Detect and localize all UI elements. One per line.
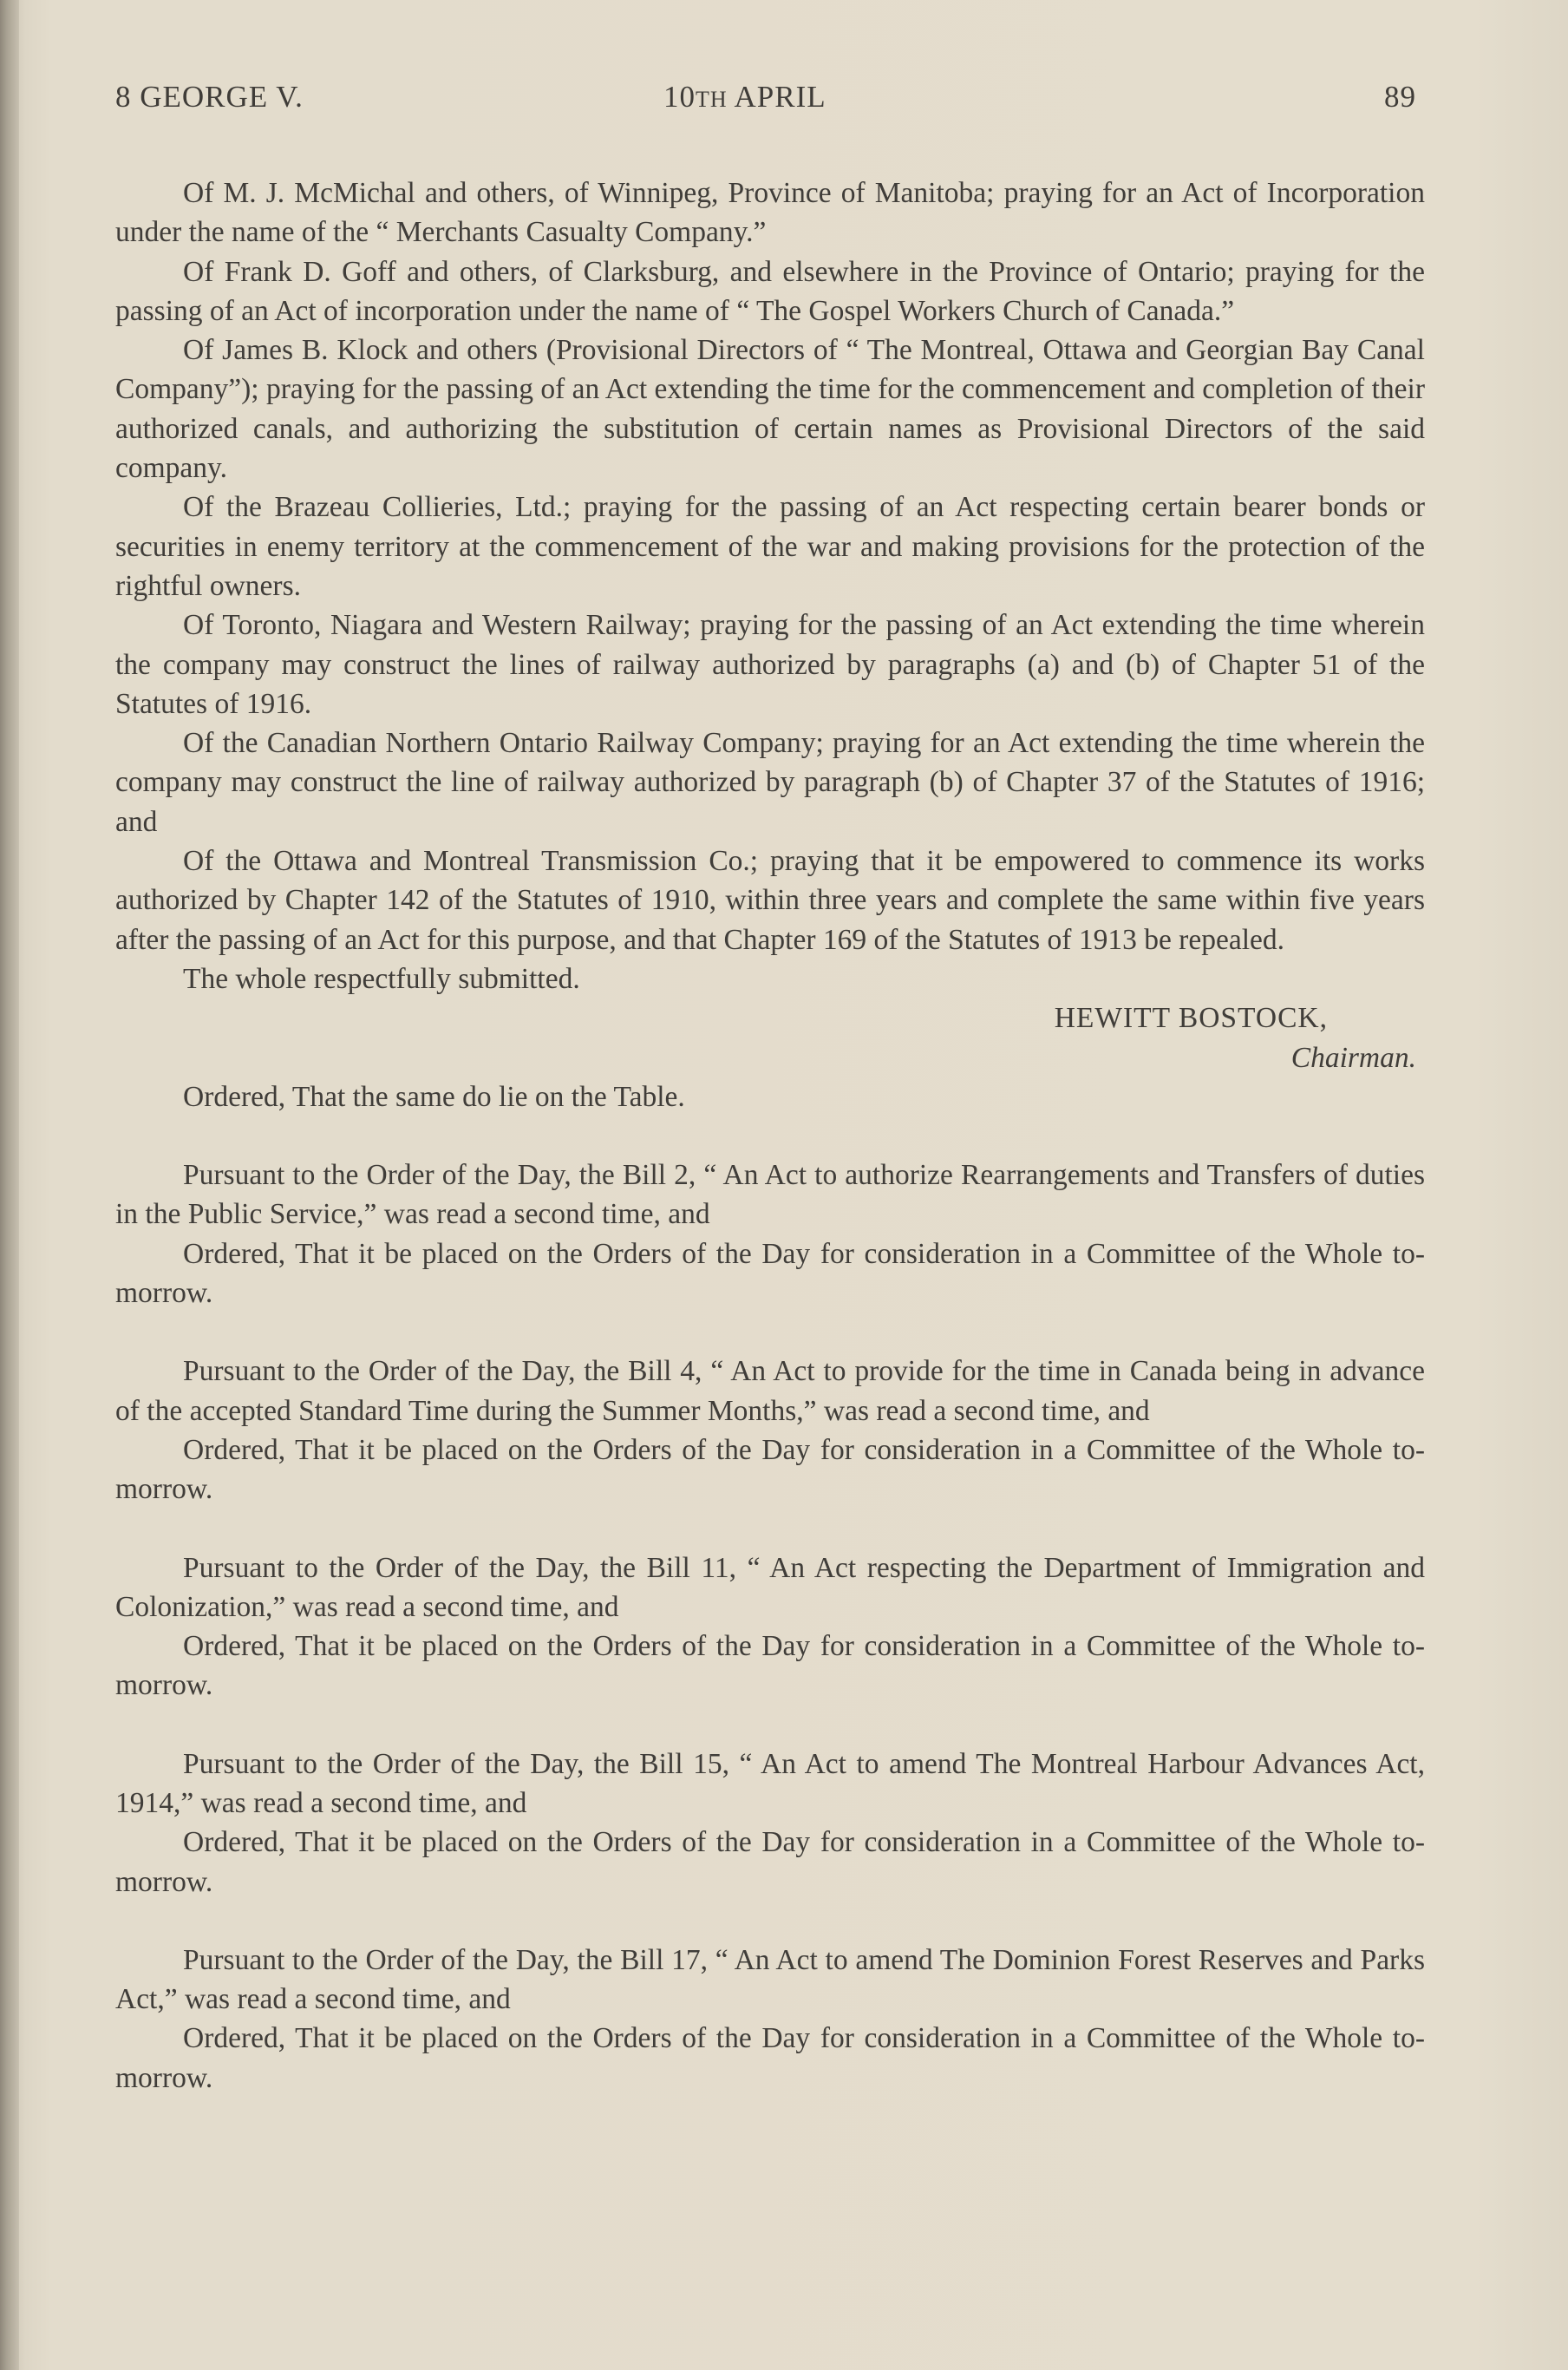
petition-paragraph: Of James B. Klock and others (Provisional Directors of “ The Montreal, Ottawa and Georgian Bay Canal Company”); praying for the passing of an Act extending the time for the commencement and completion of their authorized canals, and authorizing the substitution of certain names as Provisional Directors of the said company. [115, 334, 1425, 485]
petition-paragraph: Of the Canadian Northern Ontario Railway Company; praying for an Act extending the time wherein the company may construct the line of railway authorized by paragraph (b) of Chapter 37 of the Statutes of 1916; and [115, 727, 1425, 838]
header-date [663, 80, 826, 115]
section-gap [115, 1509, 1425, 1548]
page-body [115, 173, 1425, 2098]
section-gap [115, 1705, 1425, 1745]
bill-reading: Pursuant to the Order of the Day, the Bill 4, “ An Act to provide for the time in Canada being in advance of the accepted Standard Time during the Summer Months,” was read a second time, and [115, 1355, 1425, 1427]
header-date-day: 10 [663, 80, 696, 114]
bill-entry [115, 1745, 1425, 1902]
header-date-suffix: TH [696, 87, 728, 112]
bill-reading: Pursuant to the Order of the Day, the Bill 2, “ An Act to authorize Rearrangements and Transfers of duties in the Public Service,” was read a second time, and [115, 1159, 1425, 1231]
bill-entry [115, 1941, 1425, 2098]
table-order: Ordered, That the same do lie on the Table. [183, 1080, 685, 1113]
petition-paragraph: Of Frank D. Goff and others, of Clarksburg, and elsewhere in the Province of Ontario; praying for the passing of an Act of incorporation under the name of “ The Gospel Workers Church of Canada.” [115, 255, 1425, 327]
page-number: 89 [1384, 80, 1416, 114]
petition-paragraph: Of the Brazeau Collieries, Ltd.; praying for the passing of an Act respecting certain bearer bonds or securities in enemy territory at the commencement of the war and making provisions for the protection of the rightful owners. [115, 491, 1425, 602]
section-gap [115, 1313, 1425, 1352]
header-reign: 8 GEORGE V. [115, 80, 304, 114]
bill-entry [115, 1156, 1425, 1313]
bill-order: Ordered, That it be placed on the Orders of the Day for consideration in a Committee of the Whole to-morrow. [115, 2022, 1425, 2094]
bill-order: Ordered, That it be placed on the Orders of the Day for consideration in a Committee of the Whole to-morrow. [115, 1237, 1425, 1310]
section-gap [115, 1116, 1425, 1156]
bill-order: Ordered, That it be placed on the Orders of the Day for consideration in a Committee of the Whole to-morrow. [115, 1826, 1425, 1898]
binding-edge [0, 0, 19, 2370]
chairman-signature: HEWITT BOSTOCK, [1054, 1002, 1328, 1035]
section-gap [115, 1902, 1425, 1941]
bill-reading: Pursuant to the Order of the Day, the Bill 17, “ An Act to amend The Dominion Forest Reserves and Parks Act,” was read a second time, and [115, 1943, 1425, 2016]
petition-paragraph: Of the Ottawa and Montreal Transmission Co.; praying that it be empowered to commence its works authorized by Chapter 142 of the Statutes of 1910, within three years and complete the same within five years after the passing of an Act for this purpose, and that Chapter 169 of the Statutes of 1913 be repealed. [115, 845, 1425, 956]
signature-role: Chairman. [1290, 1041, 1416, 1074]
bill-order: Ordered, That it be placed on the Orders of the Day for consideration in a Committee of the Whole to-morrow. [115, 1433, 1425, 1506]
closing-line: The whole respectfully submitted. [183, 962, 580, 995]
petition-paragraph: Of M. J. McMichal and others, of Winnipeg, Province of Manitoba; praying for an Act of Incorporation under the name of the “ Merchants Casualty Company.” [115, 177, 1425, 249]
bill-order: Ordered, That it be placed on the Orders of the Day for consideration in a Committee of the Whole to-morrow. [115, 1630, 1425, 1702]
bill-reading: Pursuant to the Order of the Day, the Bill 11, “ An Act respecting the Department of Immigration and Colonization,” was read a second time, and [115, 1551, 1425, 1623]
petition-paragraph: Of Toronto, Niagara and Western Railway; praying for the passing of an Act extending the time wherein the company may construct the lines of railway authorized by paragraphs (a) and (b) of Chapter 51 of the Statutes of 1916. [115, 609, 1425, 720]
bill-entry [115, 1352, 1425, 1509]
bill-entry [115, 1548, 1425, 1705]
bill-reading: Pursuant to the Order of the Day, the Bill 15, “ An Act to amend The Montreal Harbour Advances Act, 1914,” was read a second time, and [115, 1747, 1425, 1819]
running-header [115, 80, 1416, 123]
header-date-month: APRIL [734, 80, 826, 114]
